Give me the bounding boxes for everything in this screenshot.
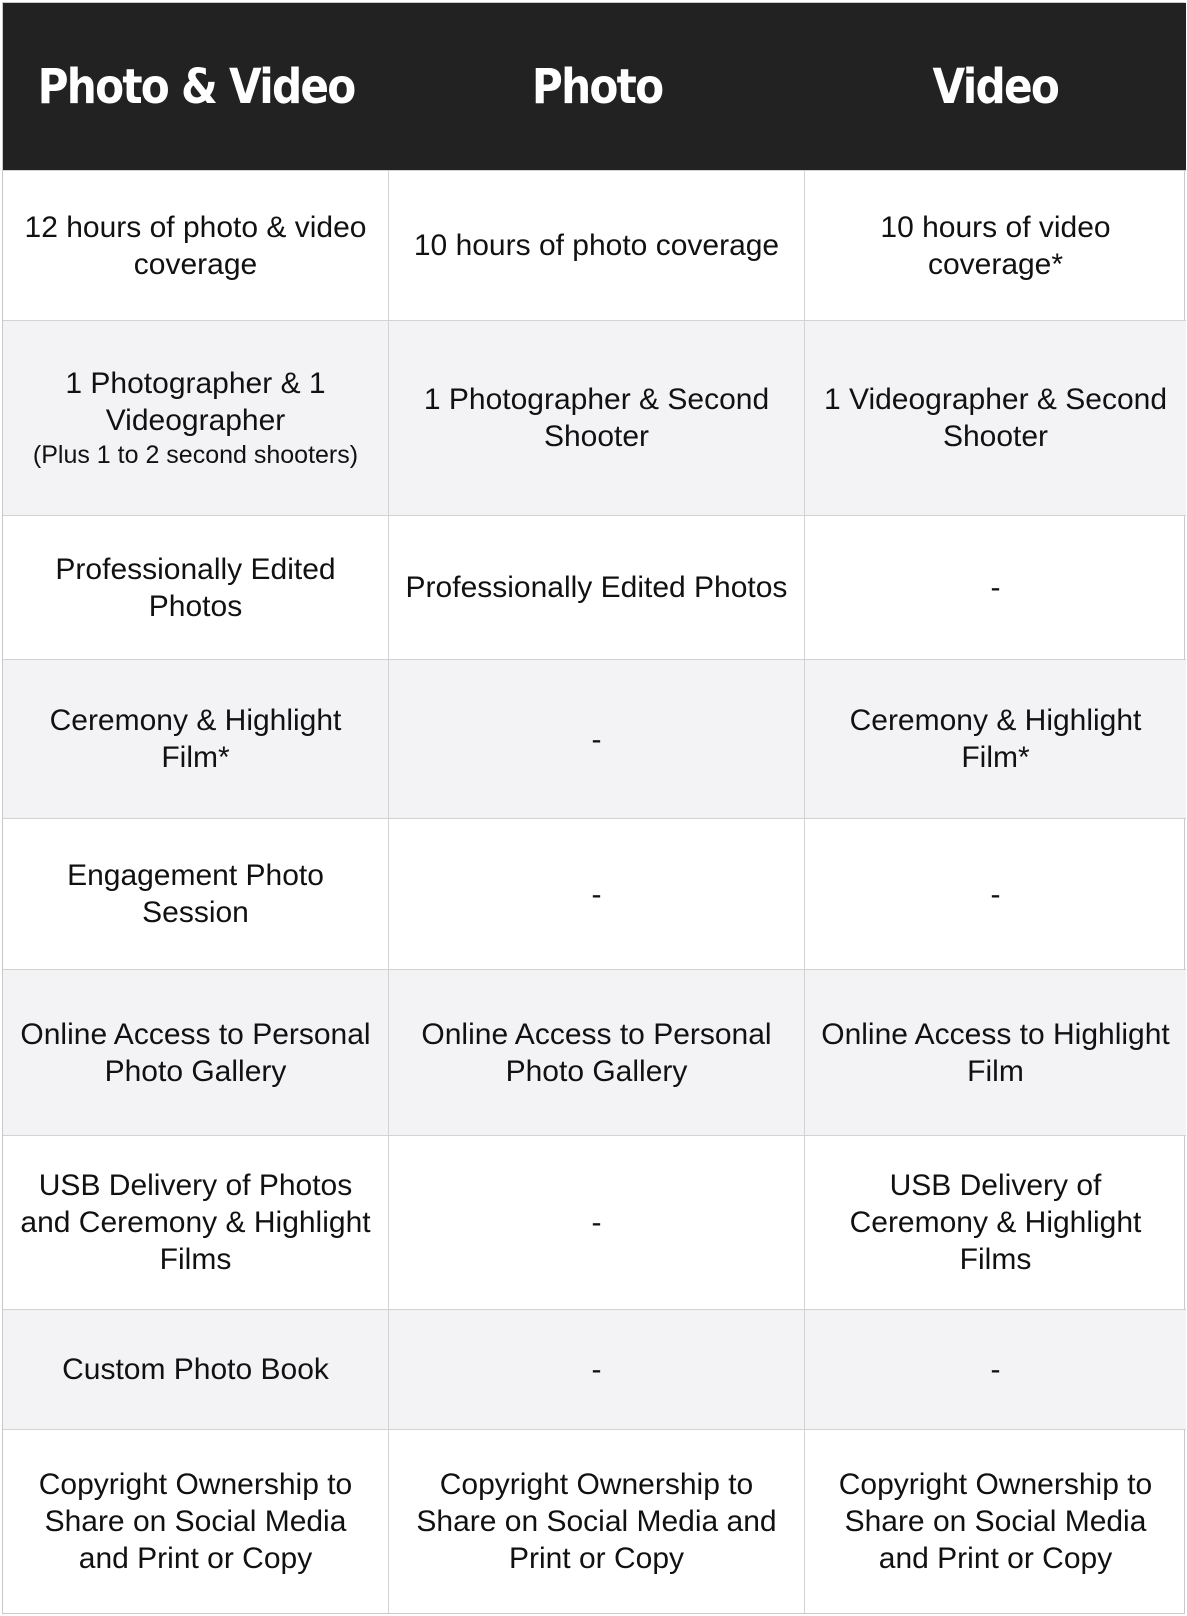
table-cell — [389, 659, 805, 818]
cell-text: - — [990, 571, 1001, 604]
cell-text: - — [591, 722, 602, 756]
table-cell — [389, 969, 805, 1135]
table-cell — [3, 818, 389, 969]
cell-text: - — [591, 1353, 602, 1386]
cell-text: Professionally Edited Photos — [55, 552, 336, 623]
table-cell — [805, 1309, 1186, 1429]
table-cell — [3, 659, 389, 818]
table-cell — [389, 170, 805, 320]
cell-text: USB Delivery of Photos and Ceremony & Highlight Films — [20, 1169, 371, 1276]
cell-text: Engagement Photo Session — [67, 859, 324, 929]
table-cell — [389, 1309, 805, 1429]
cell-text: Copyright Ownership to Share on Social Media and Print or Copy — [838, 1468, 1153, 1575]
table-cell — [805, 170, 1186, 320]
table-cell — [805, 515, 1186, 659]
cell-text: - — [591, 1206, 602, 1239]
cell-text: Online Access to Highlight Film — [821, 1017, 1170, 1088]
table-cell — [805, 659, 1186, 818]
header-label: Video — [932, 58, 1059, 115]
cell-text: 1 Videographer & Second Shooter — [823, 383, 1168, 453]
cell-text: Professionally Edited Photos — [405, 571, 788, 604]
package-comparison-table — [2, 2, 1185, 1614]
cell-text: USB Delivery of Ceremony & Highlight Films — [849, 1169, 1142, 1276]
header-cell-photo — [389, 3, 805, 170]
table-cell — [389, 1135, 805, 1309]
table-cell — [805, 320, 1186, 515]
table-cell — [3, 515, 389, 659]
cell-text: Copyright Ownership to Share on Social Media and Print or Copy — [416, 1468, 777, 1575]
header-label: Photo — [531, 58, 663, 115]
cell-text: - — [990, 1353, 1001, 1386]
table-cell — [3, 1135, 389, 1309]
header-cell-video — [805, 3, 1186, 170]
cell-text: Online Access to Personal Photo Gallery — [421, 1017, 772, 1088]
table-cell — [805, 969, 1186, 1135]
table-cell — [389, 1429, 805, 1613]
cell-subtext: (Plus 1 to 2 second shooters) — [32, 440, 359, 469]
cell-text: - — [990, 877, 1001, 911]
header-cell-photo-video — [3, 3, 389, 170]
table-cell — [805, 1429, 1186, 1613]
table-cell — [389, 818, 805, 969]
table-cell — [3, 969, 389, 1135]
cell-text: 1 Photographer & Second Shooter — [423, 383, 770, 453]
cell-text: Copyright Ownership to Share on Social Media and Print or Copy — [38, 1468, 353, 1575]
cell-text: 10 hours of photo coverage — [413, 229, 780, 262]
table-cell — [3, 1309, 389, 1429]
cell-text: Custom Photo Book — [62, 1353, 329, 1386]
table-cell — [389, 515, 805, 659]
table-cell — [3, 320, 389, 515]
table-cell — [805, 1135, 1186, 1309]
cell-text: 10 hours of video coverage* — [880, 210, 1111, 281]
cell-text: - — [591, 877, 602, 911]
cell-text: 12 hours of photo & video coverage — [24, 210, 367, 281]
cell-text: Ceremony & Highlight Film* — [49, 704, 342, 774]
cell-text: 1 Photographer & 1 Videographer — [65, 366, 326, 437]
table-cell — [805, 818, 1186, 969]
header-label: Photo & Video — [37, 58, 355, 115]
table-cell — [3, 170, 389, 320]
table-cell — [389, 320, 805, 515]
table-cell — [3, 1429, 389, 1613]
cell-text: Ceremony & Highlight Film* — [849, 704, 1142, 774]
cell-text: Online Access to Personal Photo Gallery — [20, 1017, 371, 1088]
